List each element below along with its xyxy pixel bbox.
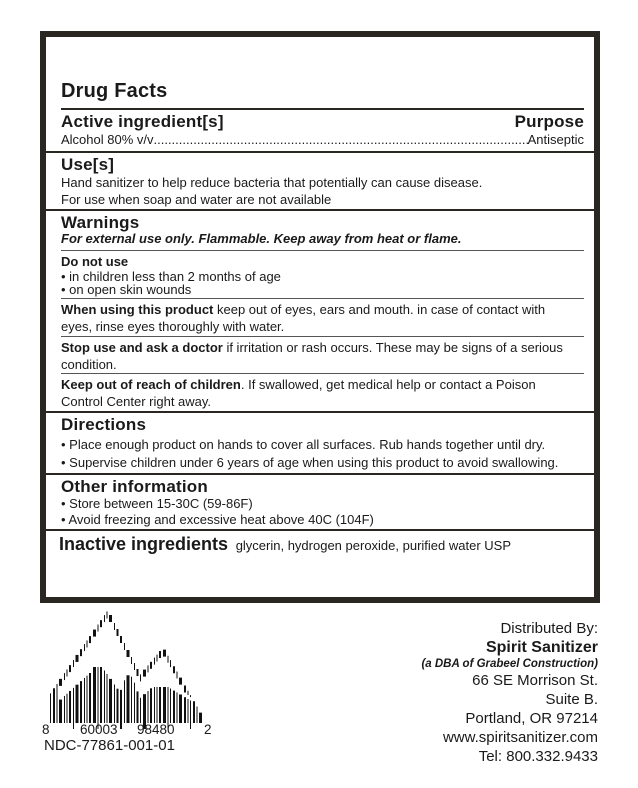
distributed-by-label: Distributed By:: [500, 620, 598, 637]
barcode-bar-cap: [114, 623, 115, 630]
barcode-bar: [89, 673, 91, 723]
barcode-bar-cap: [120, 636, 122, 643]
barcode-bar-cap: [117, 629, 119, 636]
directions-item: • Supervise children under 6 years of age when using this product to avoid swallowing.: [61, 455, 559, 470]
barcode-bar-cap: [98, 625, 99, 632]
barcode-bar: [57, 684, 58, 723]
barcode-bar-cap: [157, 655, 158, 662]
barcode-bar: [120, 690, 122, 729]
when-using-label: When using this product: [61, 302, 214, 317]
barcode-bar: [173, 691, 175, 723]
barcode-bar: [80, 681, 82, 723]
barcode-bar-cap: [80, 649, 82, 656]
uses-heading: Use[s]: [61, 155, 115, 174]
do-not-use-item: • in children less than 2 months of age: [61, 269, 281, 284]
barcode-bar-cap: [140, 674, 141, 681]
barcode-bar: [100, 667, 102, 723]
barcode-bar: [184, 697, 186, 723]
barcode-bar: [104, 671, 105, 724]
barcode-bar-cap: [124, 643, 125, 650]
stop-use-line2: condition.: [61, 357, 117, 372]
barcode-digits-right: 98480: [137, 722, 175, 737]
barcode-bar: [177, 692, 178, 723]
keep-out-text: . If swallowed, get medical help or contact a Poison: [240, 377, 536, 392]
active-ingredient-value: Alcohol 80% v/v: [61, 132, 154, 147]
barcode-bar-cap: [154, 658, 155, 665]
barcode-bar-cap: [170, 660, 171, 667]
distributor-address-line1: 66 SE Morrison St.: [472, 672, 598, 689]
barcode-digits-left: 60003: [80, 722, 118, 737]
section-divider: [46, 411, 594, 413]
barcode-bar: [179, 695, 182, 724]
barcode-bar: [64, 696, 65, 723]
barcode-bar: [53, 688, 55, 723]
uses-line: For use when soap and water are not available: [61, 192, 332, 207]
barcode-bar-cap: [177, 672, 178, 679]
leader-dots: [154, 132, 528, 147]
barcode-bar: [93, 667, 96, 723]
barcode-bar-cap: [184, 686, 186, 693]
stop-use-line: [61, 340, 563, 356]
barcode-digit-check: 2: [204, 722, 212, 737]
barcode-bar: [193, 701, 195, 723]
uses-line: Hand sanitizer to help reduce bacteria that potentially can cause disease.: [61, 175, 483, 190]
barcode-bar-cap: [84, 644, 85, 651]
barcode-bar-cap: [159, 651, 161, 658]
barcode-bar-cap: [168, 656, 169, 663]
barcode-bar-cap: [131, 657, 132, 664]
barcode-bar: [114, 685, 115, 724]
drug-facts-title: Drug Facts: [61, 80, 168, 102]
warnings-heading: Warnings: [61, 213, 140, 232]
barcode-bar: [59, 700, 62, 723]
barcode-bar: [67, 694, 68, 723]
keep-out-label: Keep out of reach of children: [61, 377, 241, 392]
active-ingredient-heading: Active ingredient[s]: [61, 112, 224, 131]
flammable-warning: For external use only. Flammable. Keep away from heat or flame.: [61, 231, 462, 246]
barcode-bar-cap: [173, 666, 175, 673]
barcode-bar: [157, 687, 158, 723]
barcode-bar: [127, 675, 130, 723]
directions-heading: Directions: [61, 415, 147, 434]
when-using-text: keep out of eyes, ears and mouth. in case of contact with: [213, 302, 546, 317]
barcode-bar-cap: [107, 611, 108, 618]
warnings-subdivider: [61, 373, 584, 374]
barcode-bar: [140, 698, 141, 723]
barcode-bar-cap: [179, 678, 182, 685]
barcode-bar: [98, 667, 99, 729]
barcode-bar: [199, 713, 202, 723]
distributor-dba: (a DBA of Grabeel Construction): [421, 658, 598, 670]
barcode-bar: [107, 674, 108, 723]
barcode-bar-cap: [76, 655, 79, 662]
purpose-value: Antiseptic: [527, 132, 584, 147]
do-not-use-item: • on open skin wounds: [61, 282, 192, 297]
barcode-bar-cap: [100, 620, 102, 627]
warnings-subdivider: [61, 298, 584, 299]
other-info-item: • Avoid freezing and excessive heat above 40C (104F): [61, 512, 374, 527]
barcode-digit-lead: 8: [42, 722, 50, 737]
barcode-bar-cap: [150, 662, 152, 669]
barcode-bar-cap: [143, 670, 146, 677]
distributor-address-line2: Suite B.: [545, 691, 598, 708]
purpose-heading: Purpose: [514, 112, 584, 131]
ndc-number: NDC-77861-001-01: [44, 737, 175, 754]
barcode-bar: [170, 689, 171, 724]
other-info-item: • Store between 15-30C (59-86F): [61, 496, 253, 511]
barcode-bar-cap: [93, 630, 96, 637]
barcode-bar-cap: [163, 650, 166, 657]
distributor-website[interactable]: www.spiritsanitizer.com: [442, 729, 598, 746]
barcode-bar: [154, 687, 155, 723]
when-using-line2: eyes, rinse eyes thoroughly with water.: [61, 319, 285, 334]
directions-item: • Place enough product on hands to cover all surfaces. Rub hands together until dry.: [61, 437, 546, 452]
barcode-bar-cap: [59, 679, 62, 686]
barcode-bar: [87, 676, 88, 723]
barcode-bar: [73, 688, 74, 729]
stop-use-label: Stop use and ask a doctor: [61, 340, 223, 355]
barcode-bar: [137, 691, 139, 723]
barcode-bar: [109, 679, 112, 723]
barcode-bar-cap: [69, 665, 71, 672]
distributor-block: [421, 619, 598, 766]
barcode-bar: [188, 699, 189, 723]
inactive-ingredients-text: glycerin, hydrogen peroxide, purified water USP: [235, 538, 511, 553]
barcode-mountain-graphic: [40, 605, 220, 730]
barcode-bar: [148, 691, 149, 723]
barcode-bar-cap: [104, 615, 105, 622]
barcode-bar-cap: [87, 640, 88, 647]
inactive-ingredients-line: [59, 533, 511, 557]
barcode-bar-cap: [127, 650, 130, 657]
section-divider: [46, 151, 594, 153]
distributor-phone[interactable]: Tel: 800.332.9433: [478, 748, 598, 765]
distributor-city: Portland, OR 97214: [465, 710, 598, 727]
section-divider: [46, 529, 594, 531]
title-divider: [61, 108, 584, 110]
barcode-bar-cap: [67, 669, 68, 676]
barcode-bar: [124, 680, 125, 723]
barcode-bar-cap: [188, 691, 189, 695]
other-info-heading: Other information: [61, 477, 208, 496]
active-ingredient-row: [61, 132, 584, 147]
barcode-bar: [117, 689, 119, 723]
barcode-bar-cap: [73, 660, 74, 667]
do-not-use-heading: Do not use: [61, 254, 129, 269]
barcode-bar: [69, 691, 71, 723]
barcode-bar: [163, 687, 166, 723]
barcode-bar: [134, 683, 135, 723]
drug-facts-panel: [40, 31, 600, 603]
when-using-line: [61, 302, 545, 318]
section-divider: [46, 473, 594, 475]
barcode-bar-cap: [89, 636, 91, 643]
barcode-bar: [50, 693, 51, 723]
barcode-bar: [84, 678, 85, 723]
barcode-bar-cap: [190, 695, 191, 697]
stop-use-text: if irritation or rash occurs. These may be signs of a serious: [222, 340, 563, 355]
barcode-bar: [76, 685, 79, 723]
inactive-ingredients-heading: Inactive ingredients: [59, 534, 229, 554]
barcode-bar-cap: [137, 669, 139, 676]
warnings-subdivider: [61, 336, 584, 337]
barcode-bar: [159, 687, 161, 723]
barcode-bar-cap: [109, 615, 112, 622]
keep-out-line2: Control Center right away.: [61, 394, 212, 409]
barcode-bar-cap: [134, 663, 135, 670]
warnings-subdivider: [61, 250, 584, 251]
barcode-bar-cap: [64, 673, 65, 680]
section-divider: [46, 209, 594, 211]
distributor-name: Spirit Sanitizer: [485, 639, 598, 656]
barcode-bar: [150, 688, 152, 723]
barcode-bar: [190, 701, 191, 730]
barcode-bar: [131, 677, 132, 723]
barcode-bar-cap: [148, 665, 149, 672]
barcode-bar: [197, 707, 198, 724]
keep-out-line: [61, 377, 536, 393]
